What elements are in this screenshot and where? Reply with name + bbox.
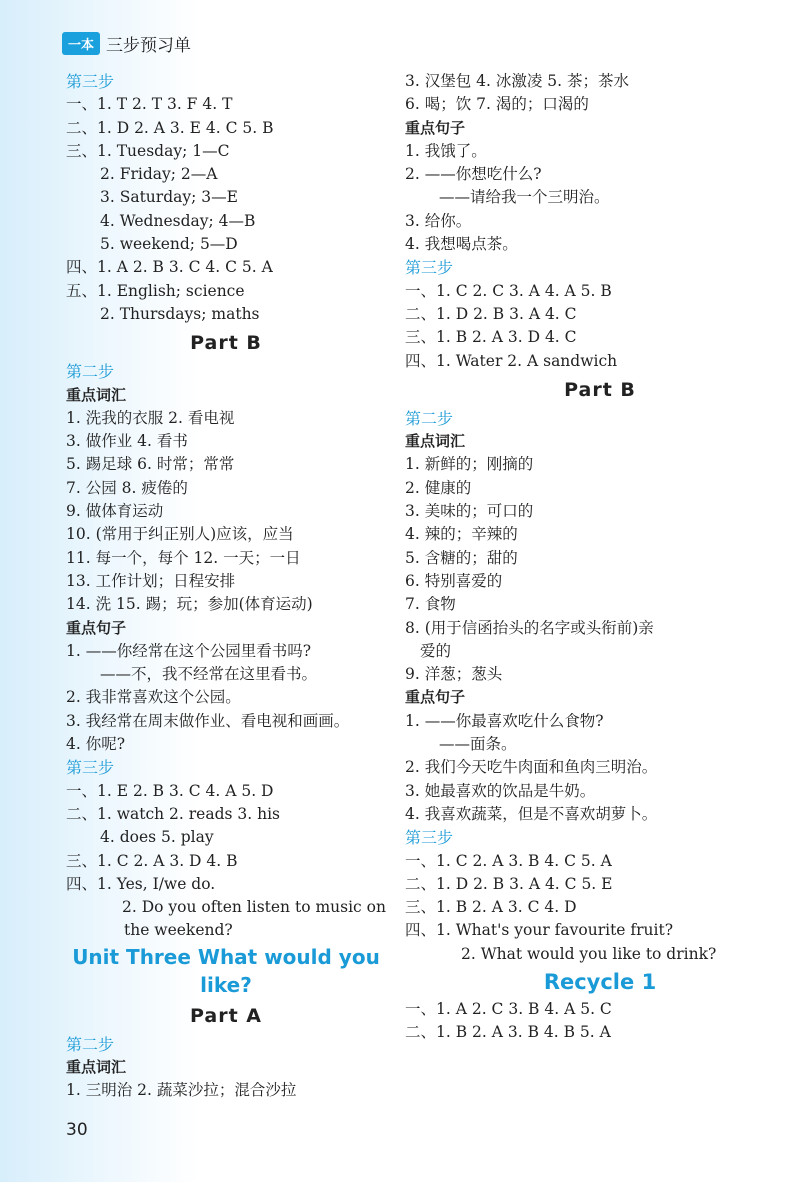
- brand-logo: 一本: [62, 32, 100, 55]
- step-heading: 第二步: [66, 362, 115, 382]
- section-subheading: 重点词汇: [405, 432, 466, 451]
- answer-line-indented: 4. does 5. play: [100, 828, 214, 847]
- unit-title: Unit Three What would you: [72, 944, 380, 969]
- answer-line: 一、1. C 2. C 3. A 4. A 5. B: [405, 281, 612, 300]
- answer-line: 3. 汉堡包 4. 冰激凌 5. 茶；茶水: [405, 72, 630, 90]
- answer-line: 3. 美味的；可口的: [405, 502, 534, 521]
- answer-line: 13. 工作计划；日程安排: [66, 571, 236, 590]
- answer-line: 二、1. B 2. A 3. B 4. B 5. A: [405, 1023, 611, 1042]
- answer-line: 3. 我经常在周末做作业、看电视和画画。: [66, 711, 350, 730]
- answer-line-indented: 2. What would you like to drink?: [461, 944, 717, 963]
- answer-line: 2. ——你想吃什么?: [405, 165, 542, 184]
- answer-line: 1. ——你最喜欢吃什么食物?: [405, 711, 604, 730]
- answer-line: 三、1. Tuesday; 1—C: [66, 141, 230, 160]
- answer-line: 7. 公园 8. 疲倦的: [66, 478, 188, 497]
- answer-line-indented: 5. weekend; 5—D: [100, 235, 238, 254]
- answer-line: 14. 洗 15. 踢；玩；参加(体育运动): [66, 595, 313, 614]
- answer-line: 4. 你呢?: [66, 735, 126, 754]
- answer-line: 二、1. D 2. B 3. A 4. C 5. E: [405, 874, 613, 893]
- answer-line: 7. 食物: [405, 595, 456, 614]
- answer-line: 三、1. B 2. A 3. D 4. C: [405, 328, 577, 347]
- answer-line: 4. 我喜欢蔬菜，但是不喜欢胡萝卜。: [405, 804, 658, 823]
- answer-line: 3. 给你。: [405, 211, 472, 230]
- answer-line: 四、1. What's your favourite fruit?: [405, 921, 674, 940]
- answer-line: 1. 三明治 2. 蔬菜沙拉；混合沙拉: [66, 1081, 297, 1100]
- part-heading: Part A: [189, 1004, 262, 1027]
- answer-line: 2. 健康的: [405, 478, 472, 497]
- answer-line: 一、1. E 2. B 3. C 4. A 5. D: [66, 781, 274, 800]
- answer-line: 6. 喝；饮 7. 渴的；口渴的: [405, 95, 589, 114]
- part-heading: Part B: [564, 378, 636, 401]
- step-heading: 第三步: [405, 828, 454, 848]
- answer-line: 一、1. A 2. C 3. B 4. A 5. C: [405, 999, 612, 1018]
- section-subheading: 重点句子: [405, 688, 466, 707]
- step-heading: 第二步: [405, 408, 454, 428]
- answer-line-indented: 2. Thursdays; maths: [100, 304, 260, 323]
- unit-title: like?: [200, 972, 252, 997]
- answer-line-indented: 3. Saturday; 3—E: [100, 188, 238, 207]
- answer-line: 9. 做体育运动: [66, 502, 164, 521]
- answer-line: 三、1. B 2. A 3. C 4. D: [405, 898, 577, 917]
- answer-line-indented: 2. Friday; 2—A: [100, 165, 218, 184]
- answer-line: 8. (用于信函抬头的名字或头衔前)亲: [405, 618, 654, 637]
- step-heading: 第三步: [405, 258, 454, 278]
- left-column: [66, 70, 386, 1103]
- answer-line: 1. ——你经常在这个公园里看书吗?: [66, 641, 312, 660]
- answer-line: 四、1. Yes, I/we do.: [66, 874, 216, 893]
- answer-line: 1. 洗我的衣服 2. 看电视: [66, 408, 235, 427]
- answer-line: 1. 新鲜的；刚摘的: [405, 455, 534, 474]
- answer-line: 5. 含糖的；甜的: [405, 548, 518, 567]
- answer-line: 3. 她最喜欢的饮品是牛奶。: [405, 781, 596, 800]
- answer-line: 9. 洋葱；葱头: [405, 665, 503, 684]
- answer-line-continued: 爱的: [420, 641, 452, 660]
- answer-line: 四、1. Water 2. A sandwich: [405, 351, 618, 370]
- part-heading: Part B: [190, 332, 262, 355]
- right-column: [405, 70, 795, 1045]
- answer-line: 5. 踢足球 6. 时常；常常: [66, 455, 235, 474]
- section-subheading: 重点词汇: [66, 1057, 127, 1076]
- answer-line: 三、1. C 2. A 3. D 4. B: [66, 851, 238, 870]
- step-heading: 第二步: [66, 1034, 115, 1054]
- header-title: 三步预习单: [106, 35, 192, 56]
- answer-line-indented: 2. Do you often listen to music on: [122, 898, 386, 917]
- answer-line: 四、1. A 2. B 3. C 4. C 5. A: [66, 258, 273, 277]
- step-heading: 第三步: [66, 758, 115, 778]
- answer-line: 11. 每一个，每个 12. 一天；一日: [66, 548, 301, 567]
- answer-line-indented: ——面条。: [439, 735, 517, 754]
- step-heading: 第三步: [66, 72, 115, 91]
- section-subheading: 重点句子: [66, 618, 127, 637]
- answer-line: 一、1. T 2. T 3. F 4. T: [66, 95, 233, 114]
- answer-line-indented: ——请给我一个三明治。: [439, 188, 610, 207]
- answer-line: 二、1. watch 2. reads 3. his: [66, 804, 280, 823]
- answer-line: 2. 我们今天吃牛肉面和鱼肉三明治。: [405, 758, 658, 777]
- header: [62, 30, 191, 56]
- answer-line: 二、1. D 2. A 3. E 4. C 5. B: [66, 118, 274, 137]
- answer-line-continued: the weekend?: [124, 921, 233, 940]
- answer-line: 6. 特别喜爱的: [405, 571, 503, 590]
- section-subheading: 重点句子: [405, 118, 466, 137]
- answer-line: 2. 我非常喜欢这个公园。: [66, 688, 241, 707]
- answer-line: 3. 做作业 4. 看书: [66, 432, 188, 451]
- answer-line-indented: 4. Wednesday; 4—B: [100, 211, 256, 230]
- answer-line-indented: ——不，我不经常在这里看书。: [100, 665, 318, 684]
- answer-line: 10. (常用于纠正别人)应该，应当: [66, 525, 294, 544]
- page-number: 30: [66, 1120, 88, 1140]
- section-subheading: 重点词汇: [66, 385, 127, 404]
- answer-line: 1. 我饿了。: [405, 141, 487, 160]
- answer-line: 4. 辣的；辛辣的: [405, 525, 518, 544]
- answer-line: 五、1. English; science: [66, 281, 245, 300]
- answer-line: 二、1. D 2. B 3. A 4. C: [405, 304, 577, 323]
- answer-line: 一、1. C 2. A 3. B 4. C 5. A: [405, 851, 612, 870]
- recycle-title: Recycle 1: [543, 969, 657, 994]
- answer-line: 4. 我想喝点茶。: [405, 235, 518, 254]
